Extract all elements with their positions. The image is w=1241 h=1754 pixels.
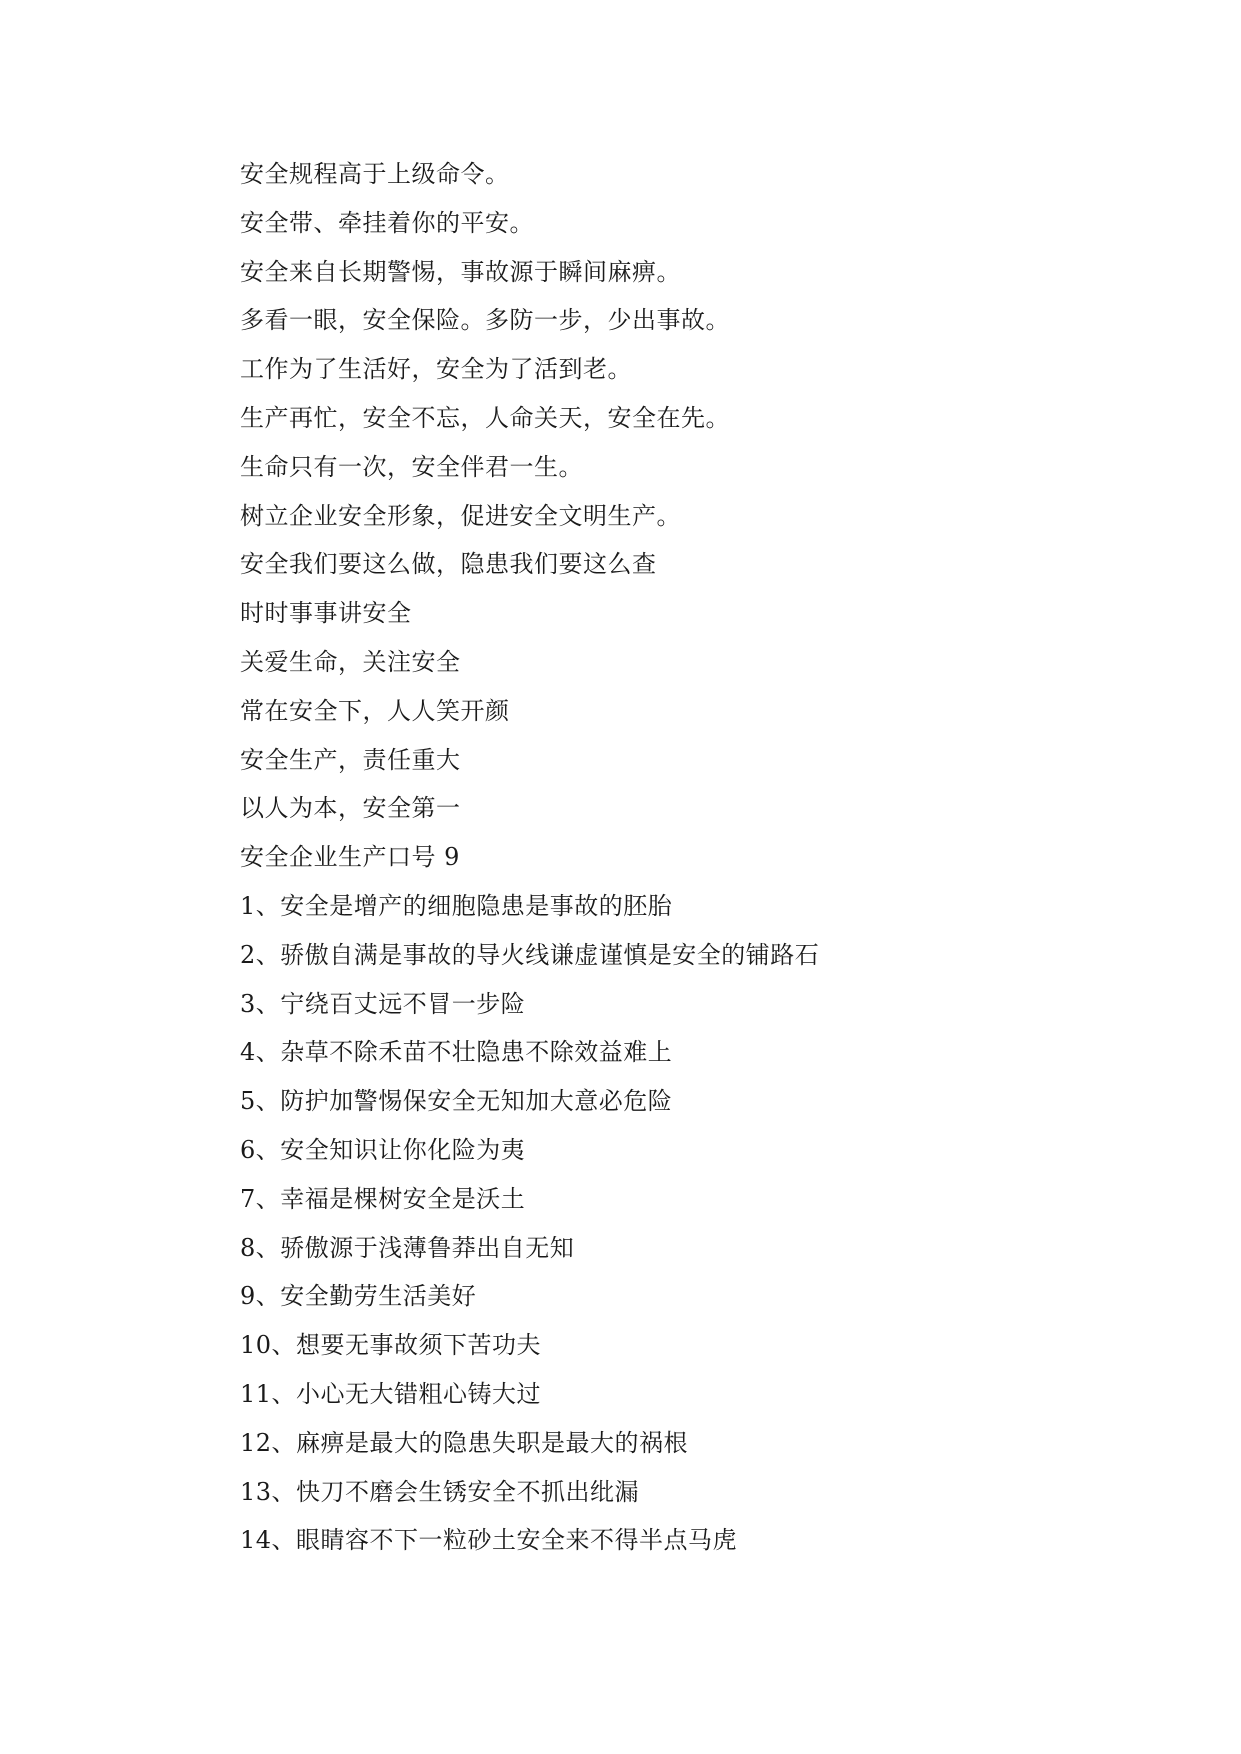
list-item: 11、小心无大错粗心铸大过 <box>240 1379 542 1408</box>
text-line: 生产再忙，安全不忘，人命关天，安全在先。 <box>240 403 730 432</box>
section-heading: 安全企业生产口号 9 <box>240 843 460 872</box>
text-line: 安全我们要这么做，隐患我们要这么查 <box>240 550 657 579</box>
text-line: 安全生产，责任重大 <box>240 745 461 774</box>
text-line: 安全来自长期警惕，事故源于瞬间麻痹。 <box>240 257 681 286</box>
list-item: 2、骄傲自满是事故的导火线谦虚谨慎是安全的铺路石 <box>240 940 820 969</box>
text-line: 时时事事讲安全 <box>240 599 412 628</box>
text-line: 工作为了生活好，安全为了活到老。 <box>240 355 632 384</box>
text-line: 以人为本，安全第一 <box>240 794 461 823</box>
list-item: 13、快刀不磨会生锈安全不抓出纰漏 <box>240 1477 640 1506</box>
text-line: 常在安全下，人人笑开颜 <box>240 696 510 725</box>
text-line: 树立企业安全形象，促进安全文明生产。 <box>240 501 681 530</box>
list-item: 14、眼睛容不下一粒砂土安全来不得半点马虎 <box>240 1526 738 1555</box>
list-item: 3、宁绕百丈远不冒一步险 <box>240 989 526 1018</box>
list-item: 12、麻痹是最大的隐患失职是最大的祸根 <box>240 1428 689 1457</box>
list-item: 8、骄傲源于浅薄鲁莽出自无知 <box>240 1233 575 1262</box>
text-line: 安全规程高于上级命令。 <box>240 160 510 188</box>
list-item: 1、安全是增产的细胞隐患是事故的胚胎 <box>240 891 673 920</box>
list-item: 4、杂草不除禾苗不壮隐患不除效益难上 <box>240 1038 673 1067</box>
list-item: 10、想要无事故须下苦功夫 <box>240 1331 542 1360</box>
list-item: 9、安全勤劳生活美好 <box>240 1282 477 1311</box>
text-line: 关爱生命，关注安全 <box>240 647 461 676</box>
list-item: 6、安全知识让你化险为夷 <box>240 1135 526 1164</box>
text-line: 多看一眼，安全保险。多防一步，少出事故。 <box>240 306 730 335</box>
list-item: 7、幸福是棵树安全是沃土 <box>240 1184 526 1213</box>
list-item: 5、防护加警惕保安全无知加大意必危险 <box>240 1087 673 1116</box>
text-line: 安全带、牵挂着你的平安。 <box>240 208 534 237</box>
text-line: 生命只有一次，安全伴君一生。 <box>240 452 583 481</box>
text-lines <box>240 154 1140 1569</box>
